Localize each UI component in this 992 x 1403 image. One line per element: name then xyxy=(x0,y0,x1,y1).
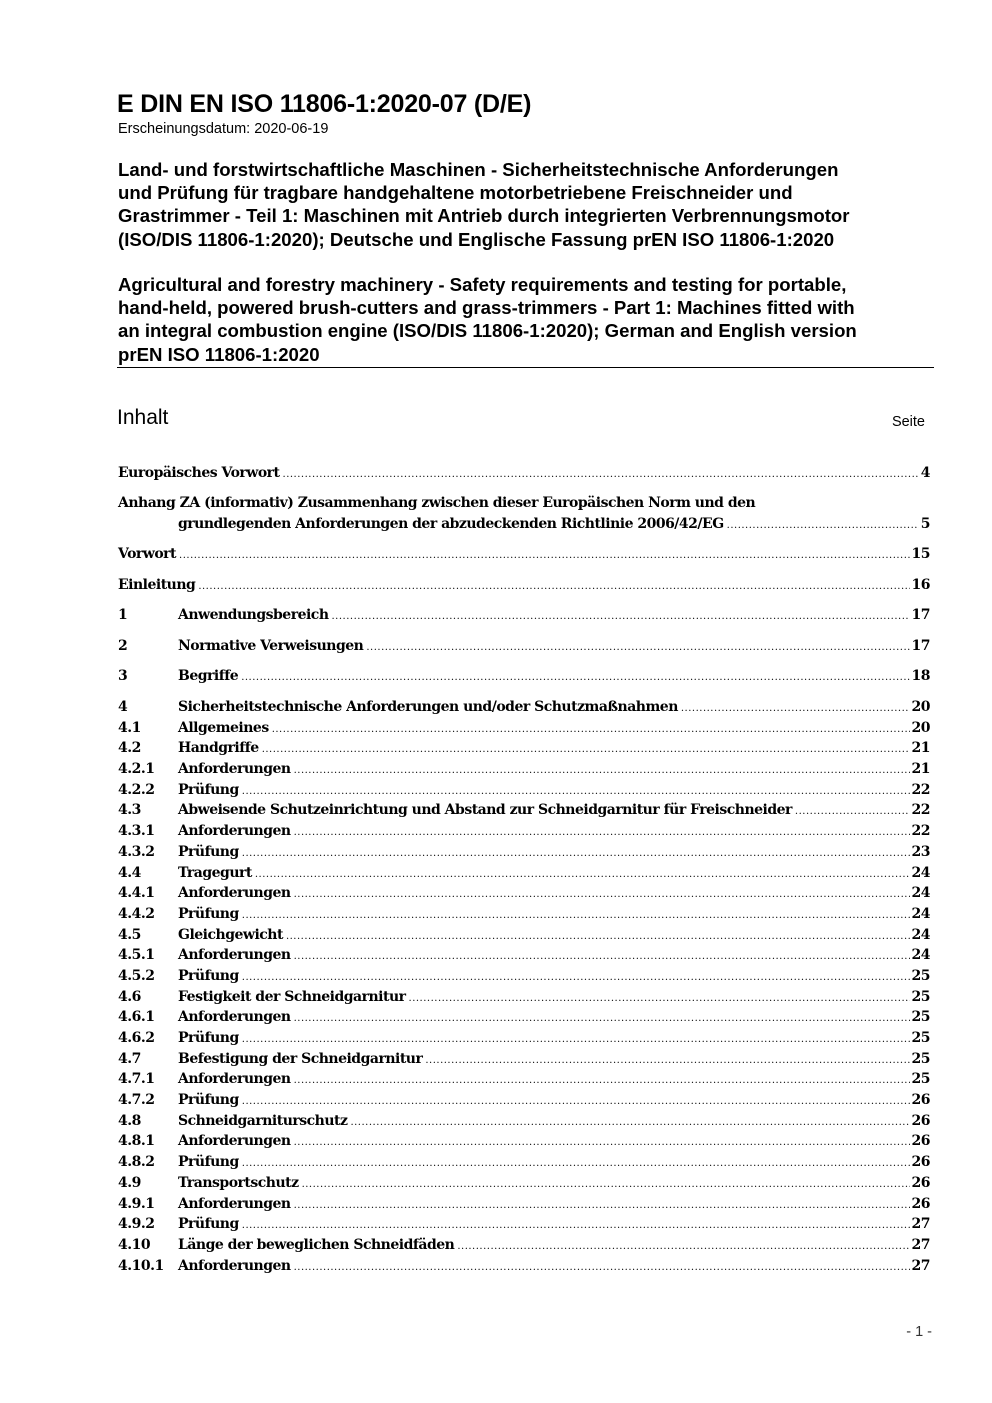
toc-entry-label: Abweisende Schutzeinrichtung und Abstand zur Schneidgarnitur für Freischneider xyxy=(178,802,792,819)
toc-entry-label: Prüfung xyxy=(178,1216,239,1233)
toc-leader-dots xyxy=(350,1113,909,1134)
toc-entry[interactable] xyxy=(118,1007,930,1028)
header-divider xyxy=(117,367,934,368)
toc-entry-number: 4.9 xyxy=(118,1174,141,1191)
toc-leader-dots xyxy=(198,577,909,598)
toc-entry-number: 4.3.1 xyxy=(118,823,155,840)
toc-entry-number: 4.6.2 xyxy=(118,1030,155,1046)
title-german-line: (ISO/DIS 11806-1:2020); Deutsche und Englische Fassung prEN ISO 11806-1:2020 xyxy=(118,228,835,250)
toc-entry[interactable] xyxy=(118,544,930,565)
toc-leader-dots xyxy=(242,1092,910,1113)
toc-entry-page: 27 xyxy=(911,1236,930,1253)
toc-entry-label: Befestigung der Schneidgarnitur xyxy=(178,1050,423,1067)
toc-leader-dots xyxy=(425,1051,909,1072)
toc-entry[interactable] xyxy=(118,1214,930,1235)
toc-entry-page: 24 xyxy=(911,947,930,964)
toc-entry-number: 4.3 xyxy=(118,802,141,819)
toc-entry-label: Transportschutz xyxy=(178,1174,299,1191)
toc-entry[interactable] xyxy=(118,1028,930,1049)
toc-entry[interactable] xyxy=(118,863,930,884)
toc-entry-number: 4.4.2 xyxy=(118,905,155,922)
toc-entry-page: 18 xyxy=(911,668,930,684)
toc-entry-page: 25 xyxy=(911,1009,930,1026)
toc-entry[interactable] xyxy=(118,800,930,821)
title-english-line: prEN ISO 11806-1:2020 xyxy=(118,343,320,365)
toc-entry-page: 26 xyxy=(911,1112,930,1129)
toc-entry-label: Schneidgarniturschutz xyxy=(178,1112,348,1129)
toc-entry[interactable] xyxy=(118,636,930,657)
toc-leader-dots xyxy=(366,638,909,659)
toc-entry-label: Anforderungen xyxy=(178,761,291,778)
toc-entry-label: Handgriffe xyxy=(178,740,259,757)
title-english-line: an integral combustion engine (ISO/DIS 11806-1:2020); German and English version xyxy=(118,320,857,342)
toc-entry-label: Anforderungen xyxy=(178,1071,291,1088)
toc-leader-dots xyxy=(294,1133,910,1154)
toc-entry[interactable] xyxy=(118,1235,930,1256)
title-german-line: Grastrimmer - Teil 1: Maschinen mit Antrieb durch integrierten Verbrennungsmotor xyxy=(118,205,850,227)
toc-leader-dots xyxy=(294,1258,910,1279)
toc-entry-label: Prüfung xyxy=(178,1154,239,1171)
toc-leader-dots xyxy=(332,607,910,628)
toc-entry-number: 3 xyxy=(118,668,128,684)
toc-leader-dots xyxy=(242,1030,910,1051)
toc-leader-dots xyxy=(283,465,919,486)
toc-block-anhang xyxy=(118,493,930,534)
page-number: - 1 - xyxy=(906,1324,932,1340)
toc-leader-dots xyxy=(294,761,910,782)
toc-entry-number: 4.8 xyxy=(118,1112,141,1129)
toc-entry-page: 25 xyxy=(911,1071,930,1088)
toc-leader-dots xyxy=(795,802,910,823)
toc-leader-dots xyxy=(457,1237,909,1258)
toc-entry-label: Prüfung xyxy=(178,905,239,922)
toc-entry-number: 4.3.2 xyxy=(118,843,155,860)
toc-entry-label: Begriffe xyxy=(178,668,239,684)
toc-entry-label: Anforderungen xyxy=(178,1009,291,1026)
toc-entry[interactable] xyxy=(118,821,930,842)
toc-block-einleitung xyxy=(118,575,930,596)
toc-leader-dots xyxy=(294,947,910,968)
toc-entry[interactable] xyxy=(118,1256,930,1277)
toc-entry-number: 4.10.1 xyxy=(118,1257,164,1274)
toc-entry-number: 4.1 xyxy=(118,719,141,736)
toc-entry[interactable] xyxy=(118,1131,930,1152)
toc-entry-page: 20 xyxy=(911,699,930,715)
toc-entry-page: 24 xyxy=(911,926,930,943)
toc-entry-page: 25 xyxy=(911,988,930,1005)
toc-entry-page: 25 xyxy=(911,1050,930,1067)
toc-entry-label: Prüfung xyxy=(178,843,239,860)
toc-entry[interactable] xyxy=(118,605,930,626)
title-german-line: Land- und forstwirtschaftliche Maschinen - Sicherheitstechnische Anforderungen xyxy=(118,159,839,180)
title-english xyxy=(118,273,938,366)
toc-entry[interactable] xyxy=(118,1090,930,1111)
toc-entry-page: 22 xyxy=(911,823,930,840)
toc-entry-page: 25 xyxy=(911,1030,930,1046)
toc-entry-page: 20 xyxy=(911,719,930,736)
toc-entry-label: Anforderungen xyxy=(178,1133,291,1150)
toc-block-section-4 xyxy=(118,697,930,1276)
toc-entry-number: 2 xyxy=(118,638,128,654)
toc-entry-page: 5 xyxy=(920,515,930,532)
toc-entry-page: 21 xyxy=(911,761,930,778)
toc-entry[interactable] xyxy=(118,966,930,987)
toc-entry-page: 24 xyxy=(911,864,930,881)
title-german-line: und Prüfung für tragbare handgehaltene motorbetriebene Freischneider und xyxy=(118,182,793,204)
toc-entry[interactable] xyxy=(118,987,930,1008)
toc-leader-dots xyxy=(255,865,910,886)
toc-leader-dots xyxy=(294,885,910,906)
toc-entry-number: 4.8.1 xyxy=(118,1133,155,1150)
toc-leader-dots xyxy=(242,906,910,927)
toc-entry[interactable] xyxy=(118,1111,930,1132)
toc-entry-number: 4.2.1 xyxy=(118,761,155,778)
toc-entry-number: 4.5 xyxy=(118,926,141,943)
toc-entry-page: 22 xyxy=(911,781,930,798)
toc-entry-label: Prüfung xyxy=(178,1030,239,1046)
document-id: E DIN EN ISO 11806-1:2020-07 (D/E) xyxy=(117,90,532,118)
toc-entry-label: Anhang ZA (informativ) Zusammenhang zwischen dieser Europäischen Norm und den xyxy=(118,495,756,511)
toc-entry-label: Einleitung xyxy=(118,577,196,593)
toc-entry[interactable] xyxy=(118,925,930,946)
toc-entry-number: 4.5.1 xyxy=(118,947,155,964)
title-english-line: hand-held, powered brush-cutters and grass-trimmers - Part 1: Machines fitted with xyxy=(118,297,855,319)
toc-entry-number: 4.7.2 xyxy=(118,1092,155,1109)
toc-entry-number: 4.7 xyxy=(118,1050,141,1067)
toc-entry-label: Anwendungsbereich xyxy=(178,607,329,623)
toc-leader-dots xyxy=(294,1009,910,1030)
toc-entry[interactable] xyxy=(118,1152,930,1173)
toc-entry-page: 24 xyxy=(911,885,930,902)
toc-page-column-label: Seite xyxy=(891,414,925,430)
toc-entry[interactable] xyxy=(118,945,930,966)
toc-entry-number: 4.6 xyxy=(118,988,141,1005)
toc-entry-page: 27 xyxy=(911,1257,930,1274)
toc-entry-page: 22 xyxy=(911,802,930,819)
toc-entry-label: Anforderungen xyxy=(178,885,291,902)
toc-entry[interactable] xyxy=(118,738,930,759)
toc-leader-dots xyxy=(242,782,910,803)
toc-entry-page: 17 xyxy=(911,638,930,654)
toc-entry-number: 4.9.1 xyxy=(118,1195,155,1212)
toc-entry[interactable] xyxy=(118,1173,930,1194)
toc-entry-page: 27 xyxy=(911,1216,930,1233)
toc-entry[interactable] xyxy=(118,697,930,718)
toc-entry-number: 4 xyxy=(118,699,128,715)
toc-entry[interactable] xyxy=(118,759,930,780)
toc-entry[interactable] xyxy=(118,575,930,596)
toc-entry-label: Vorwort xyxy=(118,546,177,562)
toc-entry-label: Länge der beweglichen Schneidfäden xyxy=(178,1236,455,1253)
toc-entry[interactable] xyxy=(118,904,930,925)
toc-entry-page: 26 xyxy=(911,1092,930,1109)
toc-entry-label: Allgemeines xyxy=(178,719,269,736)
toc-entry-label: Normative Verweisungen xyxy=(178,638,364,654)
toc-entry-page: 26 xyxy=(911,1195,930,1212)
toc-entry-label: Gleichgewicht xyxy=(178,926,283,943)
toc-leader-dots xyxy=(272,720,910,741)
toc-entry-page: 16 xyxy=(911,577,930,593)
toc-entry-page: 26 xyxy=(911,1174,930,1191)
toc-entry-label: Sicherheitstechnische Anforderungen und/oder Schutzmaßnahmen xyxy=(178,699,678,715)
toc-entry-number: 4.5.2 xyxy=(118,967,155,984)
toc-leader-dots xyxy=(294,823,910,844)
toc-entry-number: 4.8.2 xyxy=(118,1154,155,1171)
toc-entry-number: 4.4 xyxy=(118,864,141,881)
toc-entry-page: 4 xyxy=(920,465,930,481)
toc-entry-number: 4.7.1 xyxy=(118,1071,155,1088)
toc-leader-dots xyxy=(242,1216,910,1237)
toc-block-vorwort xyxy=(118,544,930,565)
toc-entry-number: 1 xyxy=(118,607,128,623)
toc-entry[interactable] xyxy=(118,493,930,514)
toc-entry-label: Prüfung xyxy=(178,781,239,798)
toc-entry-page: 21 xyxy=(911,740,930,757)
toc-entry-page: 25 xyxy=(911,967,930,984)
toc-block-section-3 xyxy=(118,666,930,687)
toc-entry[interactable] xyxy=(118,1069,930,1090)
toc-entry-label: Festigkeit der Schneidgarnitur xyxy=(178,988,406,1005)
toc-leader-dots xyxy=(262,740,910,761)
toc-leader-dots xyxy=(409,989,910,1010)
toc-leader-dots xyxy=(242,1154,910,1175)
toc-entry-number: 4.4.1 xyxy=(118,885,155,902)
toc-entry[interactable] xyxy=(118,842,930,863)
toc-leader-dots xyxy=(242,968,910,989)
toc-entry[interactable] xyxy=(118,883,930,904)
toc-entry-number: 4.10 xyxy=(118,1236,151,1253)
toc-entry-label: Anforderungen xyxy=(178,1257,291,1274)
toc-leader-dots xyxy=(727,516,919,537)
toc-entry-page: 26 xyxy=(911,1133,930,1150)
toc-entry-label: Prüfung xyxy=(178,1092,239,1109)
toc-block-front xyxy=(118,463,930,484)
toc-entry[interactable] xyxy=(118,1049,930,1070)
toc-entry-number: 4.9.2 xyxy=(118,1216,155,1233)
toc-entry[interactable] xyxy=(118,463,930,484)
toc-entry[interactable] xyxy=(118,666,930,687)
toc-entry-label: Prüfung xyxy=(178,967,239,984)
title-english-line: Agricultural and forestry machinery - Safety requirements and testing for portable, xyxy=(118,274,847,295)
toc-entry[interactable] xyxy=(118,780,930,801)
toc-leader-dots xyxy=(294,1196,910,1217)
publication-date: Erscheinungsdatum: 2020-06-19 xyxy=(118,121,329,137)
toc-entry-number: 4.2.2 xyxy=(118,781,155,798)
toc-entry-label: grundlegenden Anforderungen der abzudeckenden Richtlinie 2006/42/EG xyxy=(178,515,724,532)
toc-entry-label: Anforderungen xyxy=(178,947,291,964)
toc-heading: Inhalt xyxy=(117,406,169,429)
toc-leader-dots xyxy=(302,1175,910,1196)
toc-entry-label: Anforderungen xyxy=(178,1195,291,1212)
toc-leader-dots xyxy=(681,699,910,720)
toc-leader-dots xyxy=(286,927,910,948)
toc-leader-dots xyxy=(179,546,909,567)
toc-entry-number: 4.6.1 xyxy=(118,1009,155,1026)
toc-leader-dots xyxy=(242,844,910,865)
toc-entry-label: Anforderungen xyxy=(178,823,291,840)
toc-entry-page: 23 xyxy=(911,843,930,860)
toc-entry-label: Tragegurt xyxy=(178,864,252,881)
toc-entry[interactable] xyxy=(118,718,930,739)
toc-entry-label: Europäisches Vorwort xyxy=(118,465,280,481)
toc-entry-continuation[interactable] xyxy=(118,514,930,535)
toc-leader-dots xyxy=(241,668,909,689)
toc-entry[interactable] xyxy=(118,1194,930,1215)
toc-entry-page: 26 xyxy=(911,1154,930,1171)
toc-leader-dots xyxy=(294,1071,910,1092)
toc-block-section-2 xyxy=(118,636,930,657)
toc-block-section-1 xyxy=(118,605,930,626)
toc-entry-page: 15 xyxy=(911,546,930,562)
toc-entry-page: 17 xyxy=(911,607,930,623)
toc-entry-page: 24 xyxy=(911,905,930,922)
toc-entry-number: 4.2 xyxy=(118,740,141,757)
title-german xyxy=(118,158,938,251)
